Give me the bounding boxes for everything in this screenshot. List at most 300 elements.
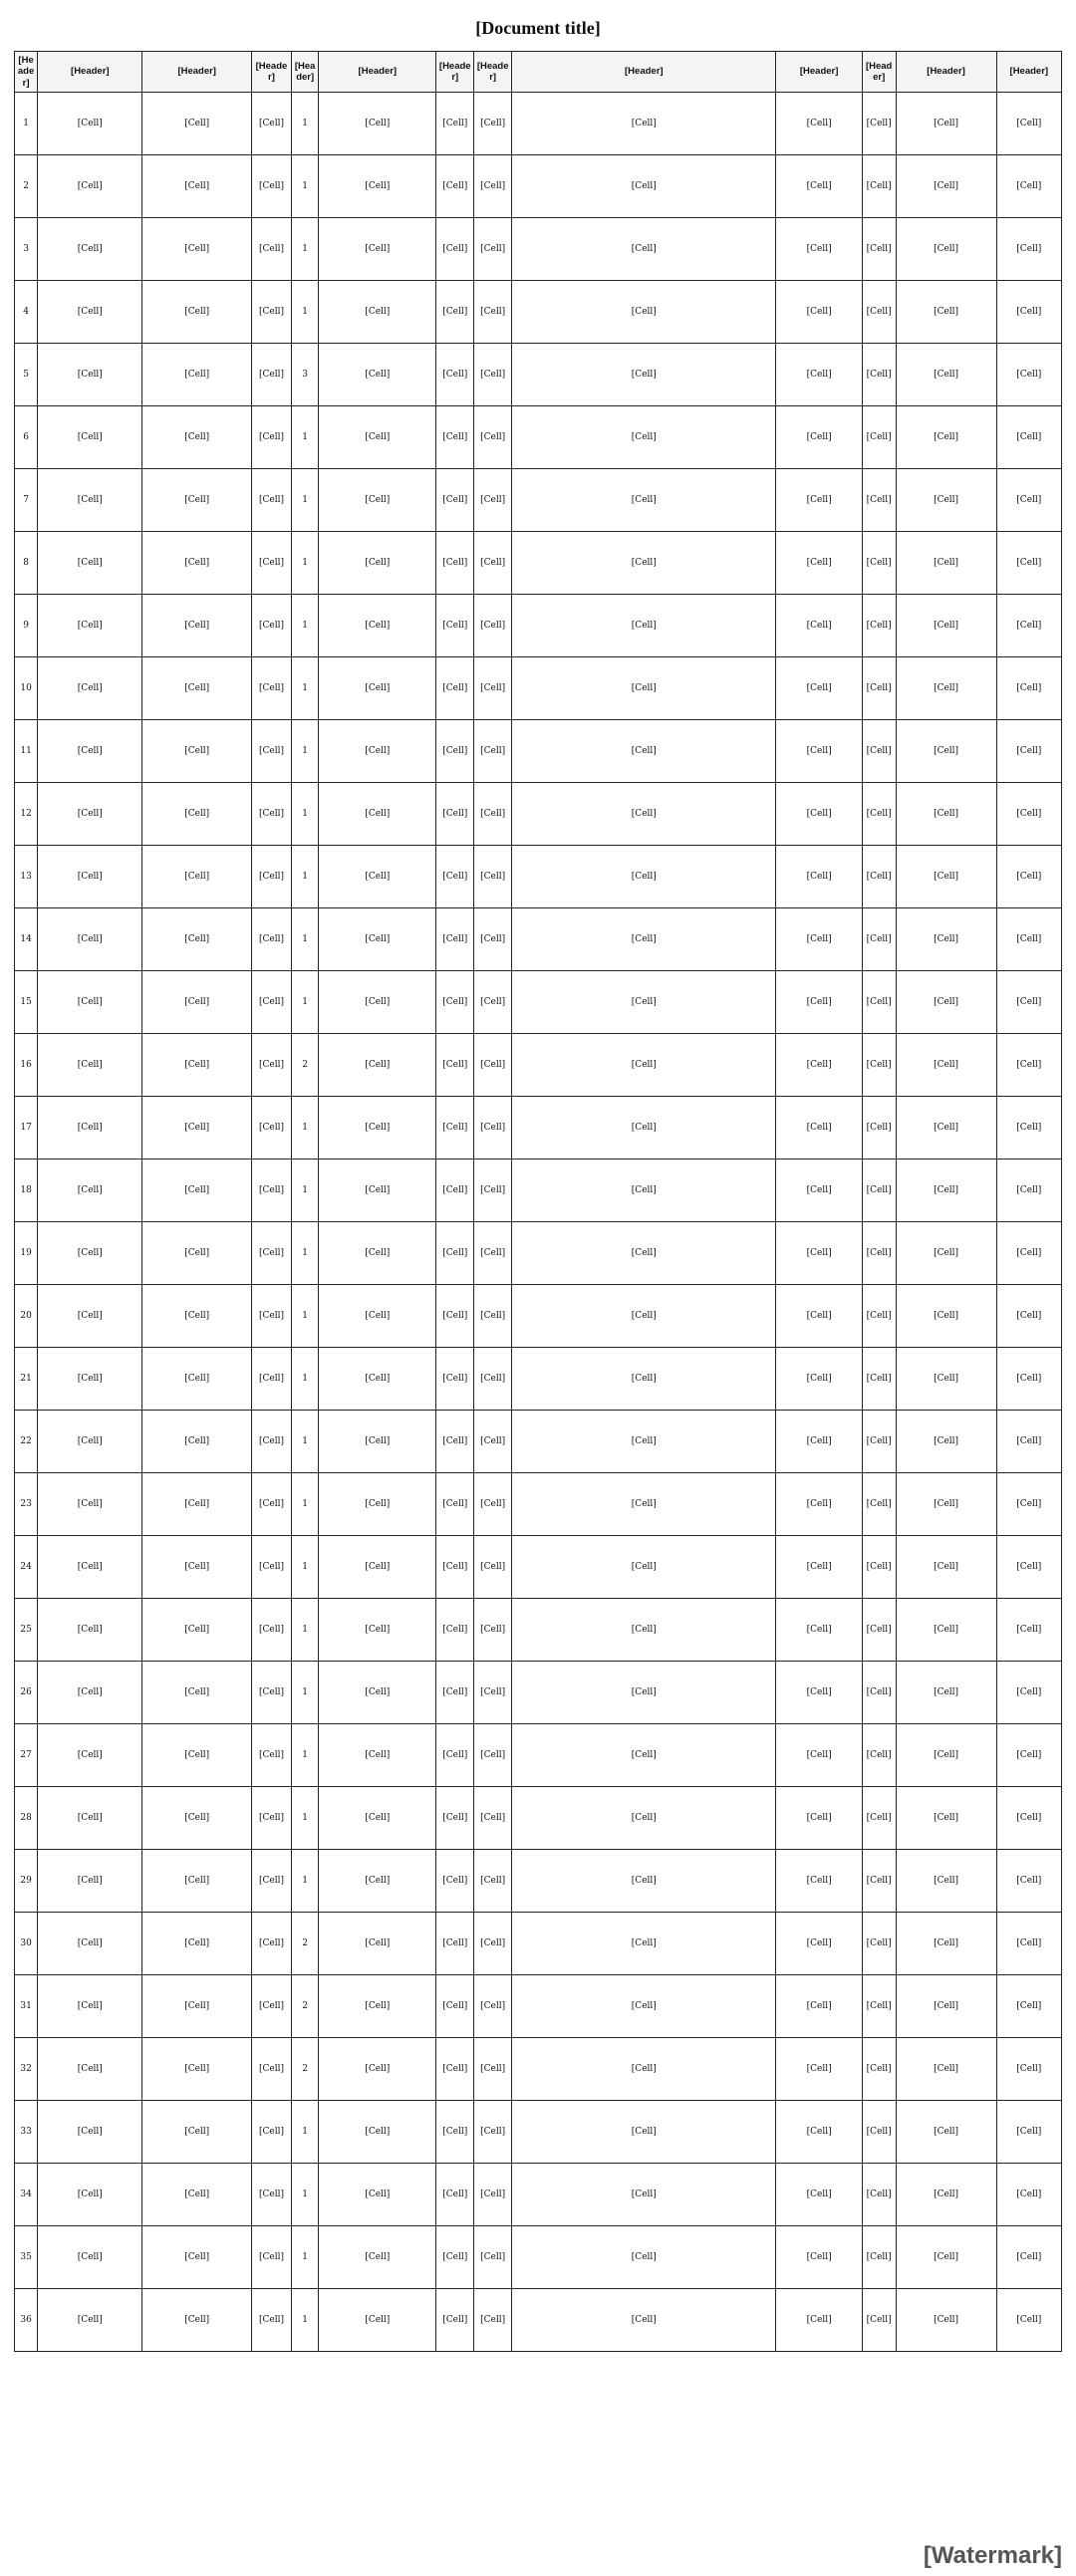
- table-row: [15, 2038, 1062, 2101]
- cell-intro: [Cell]: [319, 93, 436, 155]
- cell-exam: [Cell]: [862, 406, 896, 469]
- cell-intro: [Cell]: [319, 1724, 436, 1787]
- cell-no: 11: [15, 720, 38, 783]
- cell-exam: [Cell]: [862, 218, 896, 281]
- cell-exam: [Cell]: [862, 1159, 896, 1222]
- cell-education: [Cell]: [436, 1724, 474, 1787]
- cell-position: [Cell]: [251, 1787, 291, 1850]
- table-row: [15, 1913, 1062, 1975]
- cell-major: [Cell]: [512, 657, 776, 720]
- cell-political: [Cell]: [776, 783, 862, 846]
- header-exam: [Header]: [862, 52, 896, 93]
- cell-phone: [Cell]: [996, 281, 1061, 344]
- cell-exam: [Cell]: [862, 846, 896, 908]
- cell-exam: [Cell]: [862, 1975, 896, 2038]
- cell-exam: [Cell]: [862, 783, 896, 846]
- cell-position: [Cell]: [251, 344, 291, 406]
- cell-note: [Cell]: [896, 783, 996, 846]
- cell-unit: [Cell]: [142, 1348, 252, 1411]
- cell-no: 9: [15, 595, 38, 657]
- cell-political: [Cell]: [776, 720, 862, 783]
- cell-degree: [Cell]: [474, 218, 512, 281]
- cell-position: [Cell]: [251, 971, 291, 1034]
- cell-phone: [Cell]: [996, 595, 1061, 657]
- cell-exam: [Cell]: [862, 1724, 896, 1787]
- cell-no: 34: [15, 2164, 38, 2226]
- cell-intro: [Cell]: [319, 2289, 436, 2352]
- table-row: [15, 2101, 1062, 2164]
- cell-note: [Cell]: [896, 720, 996, 783]
- cell-political: [Cell]: [776, 1913, 862, 1975]
- cell-note: [Cell]: [896, 2164, 996, 2226]
- cell-no: 2: [15, 155, 38, 218]
- cell-unit: [Cell]: [142, 1034, 252, 1097]
- cell-intro: [Cell]: [319, 1097, 436, 1159]
- header-count: [Header]: [291, 52, 318, 93]
- cell-position: [Cell]: [251, 218, 291, 281]
- cell-education: [Cell]: [436, 908, 474, 971]
- cell-intro: [Cell]: [319, 2164, 436, 2226]
- cell-position: [Cell]: [251, 1411, 291, 1473]
- cell-no: 21: [15, 1348, 38, 1411]
- cell-political: [Cell]: [776, 281, 862, 344]
- cell-exam: [Cell]: [862, 2164, 896, 2226]
- cell-position: [Cell]: [251, 783, 291, 846]
- cell-phone: [Cell]: [996, 971, 1061, 1034]
- table-row: [15, 1097, 1062, 1159]
- cell-phone: [Cell]: [996, 2289, 1061, 2352]
- cell-major: [Cell]: [512, 93, 776, 155]
- cell-intro: [Cell]: [319, 720, 436, 783]
- table-row: [15, 720, 1062, 783]
- cell-count: 1: [291, 1787, 318, 1850]
- cell-note: [Cell]: [896, 1159, 996, 1222]
- cell-political: [Cell]: [776, 2226, 862, 2289]
- cell-education: [Cell]: [436, 720, 474, 783]
- cell-political: [Cell]: [776, 595, 862, 657]
- cell-major: [Cell]: [512, 344, 776, 406]
- cell-dept: [Cell]: [38, 532, 142, 595]
- cell-education: [Cell]: [436, 783, 474, 846]
- cell-note: [Cell]: [896, 971, 996, 1034]
- cell-unit: [Cell]: [142, 846, 252, 908]
- cell-phone: [Cell]: [996, 720, 1061, 783]
- cell-degree: [Cell]: [474, 1913, 512, 1975]
- cell-dept: [Cell]: [38, 1724, 142, 1787]
- cell-major: [Cell]: [512, 971, 776, 1034]
- cell-no: 36: [15, 2289, 38, 2352]
- cell-exam: [Cell]: [862, 1536, 896, 1599]
- cell-major: [Cell]: [512, 1348, 776, 1411]
- cell-major: [Cell]: [512, 2038, 776, 2101]
- cell-education: [Cell]: [436, 1913, 474, 1975]
- cell-exam: [Cell]: [862, 1097, 896, 1159]
- cell-education: [Cell]: [436, 1662, 474, 1724]
- cell-position: [Cell]: [251, 1662, 291, 1724]
- table-row: [15, 1473, 1062, 1536]
- cell-count: 1: [291, 2101, 318, 2164]
- cell-major: [Cell]: [512, 532, 776, 595]
- cell-degree: [Cell]: [474, 1787, 512, 1850]
- cell-count: 1: [291, 1348, 318, 1411]
- cell-no: 27: [15, 1724, 38, 1787]
- table-row: [15, 1159, 1062, 1222]
- cell-education: [Cell]: [436, 281, 474, 344]
- cell-dept: [Cell]: [38, 469, 142, 532]
- cell-education: [Cell]: [436, 344, 474, 406]
- cell-no: 10: [15, 657, 38, 720]
- table-row: [15, 218, 1062, 281]
- cell-exam: [Cell]: [862, 2101, 896, 2164]
- cell-note: [Cell]: [896, 93, 996, 155]
- cell-note: [Cell]: [896, 1411, 996, 1473]
- cell-count: 1: [291, 1536, 318, 1599]
- cell-political: [Cell]: [776, 1222, 862, 1285]
- cell-note: [Cell]: [896, 2038, 996, 2101]
- cell-political: [Cell]: [776, 1850, 862, 1913]
- cell-count: 2: [291, 1913, 318, 1975]
- table-row: [15, 783, 1062, 846]
- cell-position: [Cell]: [251, 1599, 291, 1662]
- cell-major: [Cell]: [512, 1662, 776, 1724]
- cell-unit: [Cell]: [142, 2101, 252, 2164]
- cell-exam: [Cell]: [862, 2226, 896, 2289]
- cell-degree: [Cell]: [474, 344, 512, 406]
- cell-political: [Cell]: [776, 846, 862, 908]
- cell-position: [Cell]: [251, 2289, 291, 2352]
- cell-note: [Cell]: [896, 1536, 996, 1599]
- cell-no: 25: [15, 1599, 38, 1662]
- cell-position: [Cell]: [251, 1975, 291, 2038]
- cell-position: [Cell]: [251, 155, 291, 218]
- cell-political: [Cell]: [776, 1097, 862, 1159]
- cell-unit: [Cell]: [142, 720, 252, 783]
- cell-intro: [Cell]: [319, 1536, 436, 1599]
- cell-education: [Cell]: [436, 1285, 474, 1348]
- cell-count: 2: [291, 2038, 318, 2101]
- cell-political: [Cell]: [776, 1724, 862, 1787]
- cell-count: 1: [291, 1411, 318, 1473]
- cell-phone: [Cell]: [996, 469, 1061, 532]
- table-row: [15, 406, 1062, 469]
- cell-political: [Cell]: [776, 1536, 862, 1599]
- cell-phone: [Cell]: [996, 1662, 1061, 1724]
- cell-dept: [Cell]: [38, 2289, 142, 2352]
- cell-count: 1: [291, 1850, 318, 1913]
- cell-phone: [Cell]: [996, 1034, 1061, 1097]
- table-row: [15, 1536, 1062, 1599]
- cell-degree: [Cell]: [474, 1159, 512, 1222]
- cell-intro: [Cell]: [319, 971, 436, 1034]
- table-row: [15, 281, 1062, 344]
- cell-dept: [Cell]: [38, 1787, 142, 1850]
- cell-count: 1: [291, 93, 318, 155]
- cell-degree: [Cell]: [474, 1724, 512, 1787]
- cell-intro: [Cell]: [319, 281, 436, 344]
- table-row: [15, 1787, 1062, 1850]
- cell-dept: [Cell]: [38, 1662, 142, 1724]
- cell-degree: [Cell]: [474, 1222, 512, 1285]
- table-row: [15, 846, 1062, 908]
- cell-degree: [Cell]: [474, 2164, 512, 2226]
- cell-education: [Cell]: [436, 1975, 474, 2038]
- cell-dept: [Cell]: [38, 1159, 142, 1222]
- cell-intro: [Cell]: [319, 1850, 436, 1913]
- cell-degree: [Cell]: [474, 2226, 512, 2289]
- cell-no: 26: [15, 1662, 38, 1724]
- table-row: [15, 1411, 1062, 1473]
- table-row: [15, 93, 1062, 155]
- cell-unit: [Cell]: [142, 1662, 252, 1724]
- cell-degree: [Cell]: [474, 93, 512, 155]
- cell-intro: [Cell]: [319, 1285, 436, 1348]
- cell-note: [Cell]: [896, 155, 996, 218]
- cell-degree: [Cell]: [474, 971, 512, 1034]
- cell-count: 1: [291, 1724, 318, 1787]
- cell-dept: [Cell]: [38, 1850, 142, 1913]
- cell-degree: [Cell]: [474, 1536, 512, 1599]
- header-dept: [Header]: [38, 52, 142, 93]
- cell-intro: [Cell]: [319, 1975, 436, 2038]
- cell-major: [Cell]: [512, 218, 776, 281]
- cell-position: [Cell]: [251, 1536, 291, 1599]
- cell-degree: [Cell]: [474, 595, 512, 657]
- cell-position: [Cell]: [251, 1850, 291, 1913]
- cell-intro: [Cell]: [319, 1034, 436, 1097]
- cell-exam: [Cell]: [862, 1473, 896, 1536]
- cell-exam: [Cell]: [862, 1034, 896, 1097]
- cell-intro: [Cell]: [319, 406, 436, 469]
- cell-political: [Cell]: [776, 469, 862, 532]
- cell-count: 1: [291, 595, 318, 657]
- cell-note: [Cell]: [896, 1913, 996, 1975]
- cell-count: 1: [291, 908, 318, 971]
- cell-degree: [Cell]: [474, 2289, 512, 2352]
- cell-exam: [Cell]: [862, 155, 896, 218]
- cell-education: [Cell]: [436, 657, 474, 720]
- cell-no: 20: [15, 1285, 38, 1348]
- cell-dept: [Cell]: [38, 155, 142, 218]
- cell-dept: [Cell]: [38, 908, 142, 971]
- cell-note: [Cell]: [896, 1097, 996, 1159]
- cell-dept: [Cell]: [38, 218, 142, 281]
- cell-unit: [Cell]: [142, 2164, 252, 2226]
- cell-position: [Cell]: [251, 908, 291, 971]
- cell-major: [Cell]: [512, 1411, 776, 1473]
- cell-no: 14: [15, 908, 38, 971]
- cell-major: [Cell]: [512, 1159, 776, 1222]
- cell-count: 1: [291, 281, 318, 344]
- cell-position: [Cell]: [251, 1222, 291, 1285]
- cell-major: [Cell]: [512, 1850, 776, 1913]
- cell-note: [Cell]: [896, 1724, 996, 1787]
- cell-political: [Cell]: [776, 1034, 862, 1097]
- cell-unit: [Cell]: [142, 1536, 252, 1599]
- watermark: [Watermark]: [923, 2542, 1062, 2569]
- cell-degree: [Cell]: [474, 1473, 512, 1536]
- cell-note: [Cell]: [896, 218, 996, 281]
- cell-intro: [Cell]: [319, 2038, 436, 2101]
- cell-note: [Cell]: [896, 1850, 996, 1913]
- cell-dept: [Cell]: [38, 1599, 142, 1662]
- cell-education: [Cell]: [436, 93, 474, 155]
- cell-no: 15: [15, 971, 38, 1034]
- cell-position: [Cell]: [251, 469, 291, 532]
- cell-unit: [Cell]: [142, 971, 252, 1034]
- cell-position: [Cell]: [251, 2226, 291, 2289]
- cell-phone: [Cell]: [996, 1975, 1061, 2038]
- header-education: [Header]: [436, 52, 474, 93]
- cell-degree: [Cell]: [474, 532, 512, 595]
- header-note: [Header]: [896, 52, 996, 93]
- cell-intro: [Cell]: [319, 1411, 436, 1473]
- cell-dept: [Cell]: [38, 2101, 142, 2164]
- cell-intro: [Cell]: [319, 1913, 436, 1975]
- cell-education: [Cell]: [436, 2289, 474, 2352]
- cell-major: [Cell]: [512, 846, 776, 908]
- cell-degree: [Cell]: [474, 657, 512, 720]
- cell-political: [Cell]: [776, 1599, 862, 1662]
- cell-position: [Cell]: [251, 1473, 291, 1536]
- cell-education: [Cell]: [436, 2164, 474, 2226]
- cell-major: [Cell]: [512, 469, 776, 532]
- cell-unit: [Cell]: [142, 595, 252, 657]
- cell-degree: [Cell]: [474, 1850, 512, 1913]
- cell-note: [Cell]: [896, 1473, 996, 1536]
- table-body: [15, 93, 1062, 2352]
- cell-phone: [Cell]: [996, 2164, 1061, 2226]
- cell-position: [Cell]: [251, 93, 291, 155]
- cell-political: [Cell]: [776, 532, 862, 595]
- cell-unit: [Cell]: [142, 1599, 252, 1662]
- cell-degree: [Cell]: [474, 1975, 512, 2038]
- cell-unit: [Cell]: [142, 1285, 252, 1348]
- cell-unit: [Cell]: [142, 1850, 252, 1913]
- cell-unit: [Cell]: [142, 1975, 252, 2038]
- cell-exam: [Cell]: [862, 93, 896, 155]
- cell-intro: [Cell]: [319, 1662, 436, 1724]
- header-intro: [Header]: [319, 52, 436, 93]
- cell-no: 19: [15, 1222, 38, 1285]
- cell-no: 8: [15, 532, 38, 595]
- cell-education: [Cell]: [436, 469, 474, 532]
- cell-no: 5: [15, 344, 38, 406]
- cell-phone: [Cell]: [996, 1913, 1061, 1975]
- cell-intro: [Cell]: [319, 1159, 436, 1222]
- cell-degree: [Cell]: [474, 908, 512, 971]
- cell-unit: [Cell]: [142, 1097, 252, 1159]
- table-row: [15, 908, 1062, 971]
- cell-count: 1: [291, 1097, 318, 1159]
- cell-exam: [Cell]: [862, 469, 896, 532]
- cell-intro: [Cell]: [319, 595, 436, 657]
- cell-political: [Cell]: [776, 155, 862, 218]
- cell-intro: [Cell]: [319, 657, 436, 720]
- cell-degree: [Cell]: [474, 720, 512, 783]
- cell-dept: [Cell]: [38, 1285, 142, 1348]
- cell-major: [Cell]: [512, 1599, 776, 1662]
- cell-education: [Cell]: [436, 155, 474, 218]
- header-degree: [Header]: [474, 52, 512, 93]
- cell-education: [Cell]: [436, 1473, 474, 1536]
- cell-position: [Cell]: [251, 657, 291, 720]
- cell-unit: [Cell]: [142, 1724, 252, 1787]
- cell-no: 28: [15, 1787, 38, 1850]
- cell-degree: [Cell]: [474, 1285, 512, 1348]
- cell-political: [Cell]: [776, 1285, 862, 1348]
- cell-count: 1: [291, 406, 318, 469]
- cell-count: 1: [291, 657, 318, 720]
- table-row: [15, 1599, 1062, 1662]
- cell-degree: [Cell]: [474, 1411, 512, 1473]
- cell-exam: [Cell]: [862, 1348, 896, 1411]
- cell-exam: [Cell]: [862, 1913, 896, 1975]
- cell-dept: [Cell]: [38, 93, 142, 155]
- cell-exam: [Cell]: [862, 1599, 896, 1662]
- cell-count: 3: [291, 344, 318, 406]
- cell-political: [Cell]: [776, 1787, 862, 1850]
- cell-unit: [Cell]: [142, 1787, 252, 1850]
- cell-unit: [Cell]: [142, 281, 252, 344]
- cell-education: [Cell]: [436, 1787, 474, 1850]
- cell-phone: [Cell]: [996, 2226, 1061, 2289]
- cell-phone: [Cell]: [996, 1159, 1061, 1222]
- cell-count: 1: [291, 218, 318, 281]
- cell-note: [Cell]: [896, 908, 996, 971]
- cell-degree: [Cell]: [474, 469, 512, 532]
- cell-phone: [Cell]: [996, 657, 1061, 720]
- cell-phone: [Cell]: [996, 1411, 1061, 1473]
- cell-major: [Cell]: [512, 1975, 776, 2038]
- cell-political: [Cell]: [776, 344, 862, 406]
- cell-major: [Cell]: [512, 1285, 776, 1348]
- table-row: [15, 971, 1062, 1034]
- document-title: [Document title]: [475, 18, 601, 38]
- cell-education: [Cell]: [436, 532, 474, 595]
- cell-political: [Cell]: [776, 406, 862, 469]
- cell-exam: [Cell]: [862, 1787, 896, 1850]
- cell-count: 1: [291, 469, 318, 532]
- cell-dept: [Cell]: [38, 2164, 142, 2226]
- cell-political: [Cell]: [776, 971, 862, 1034]
- cell-unit: [Cell]: [142, 2226, 252, 2289]
- cell-note: [Cell]: [896, 2101, 996, 2164]
- table-row: [15, 1850, 1062, 1913]
- cell-unit: [Cell]: [142, 532, 252, 595]
- cell-intro: [Cell]: [319, 532, 436, 595]
- cell-education: [Cell]: [436, 595, 474, 657]
- header-position: [Header]: [251, 52, 291, 93]
- cell-note: [Cell]: [896, 1975, 996, 2038]
- table-row: [15, 657, 1062, 720]
- cell-major: [Cell]: [512, 1787, 776, 1850]
- cell-political: [Cell]: [776, 2289, 862, 2352]
- cell-no: 24: [15, 1536, 38, 1599]
- cell-political: [Cell]: [776, 2164, 862, 2226]
- cell-no: 23: [15, 1473, 38, 1536]
- cell-education: [Cell]: [436, 971, 474, 1034]
- table-row: [15, 1724, 1062, 1787]
- cell-education: [Cell]: [436, 2101, 474, 2164]
- cell-exam: [Cell]: [862, 532, 896, 595]
- cell-exam: [Cell]: [862, 595, 896, 657]
- table-row: [15, 1662, 1062, 1724]
- cell-major: [Cell]: [512, 406, 776, 469]
- cell-exam: [Cell]: [862, 971, 896, 1034]
- cell-major: [Cell]: [512, 2164, 776, 2226]
- table-row: [15, 344, 1062, 406]
- cell-position: [Cell]: [251, 2101, 291, 2164]
